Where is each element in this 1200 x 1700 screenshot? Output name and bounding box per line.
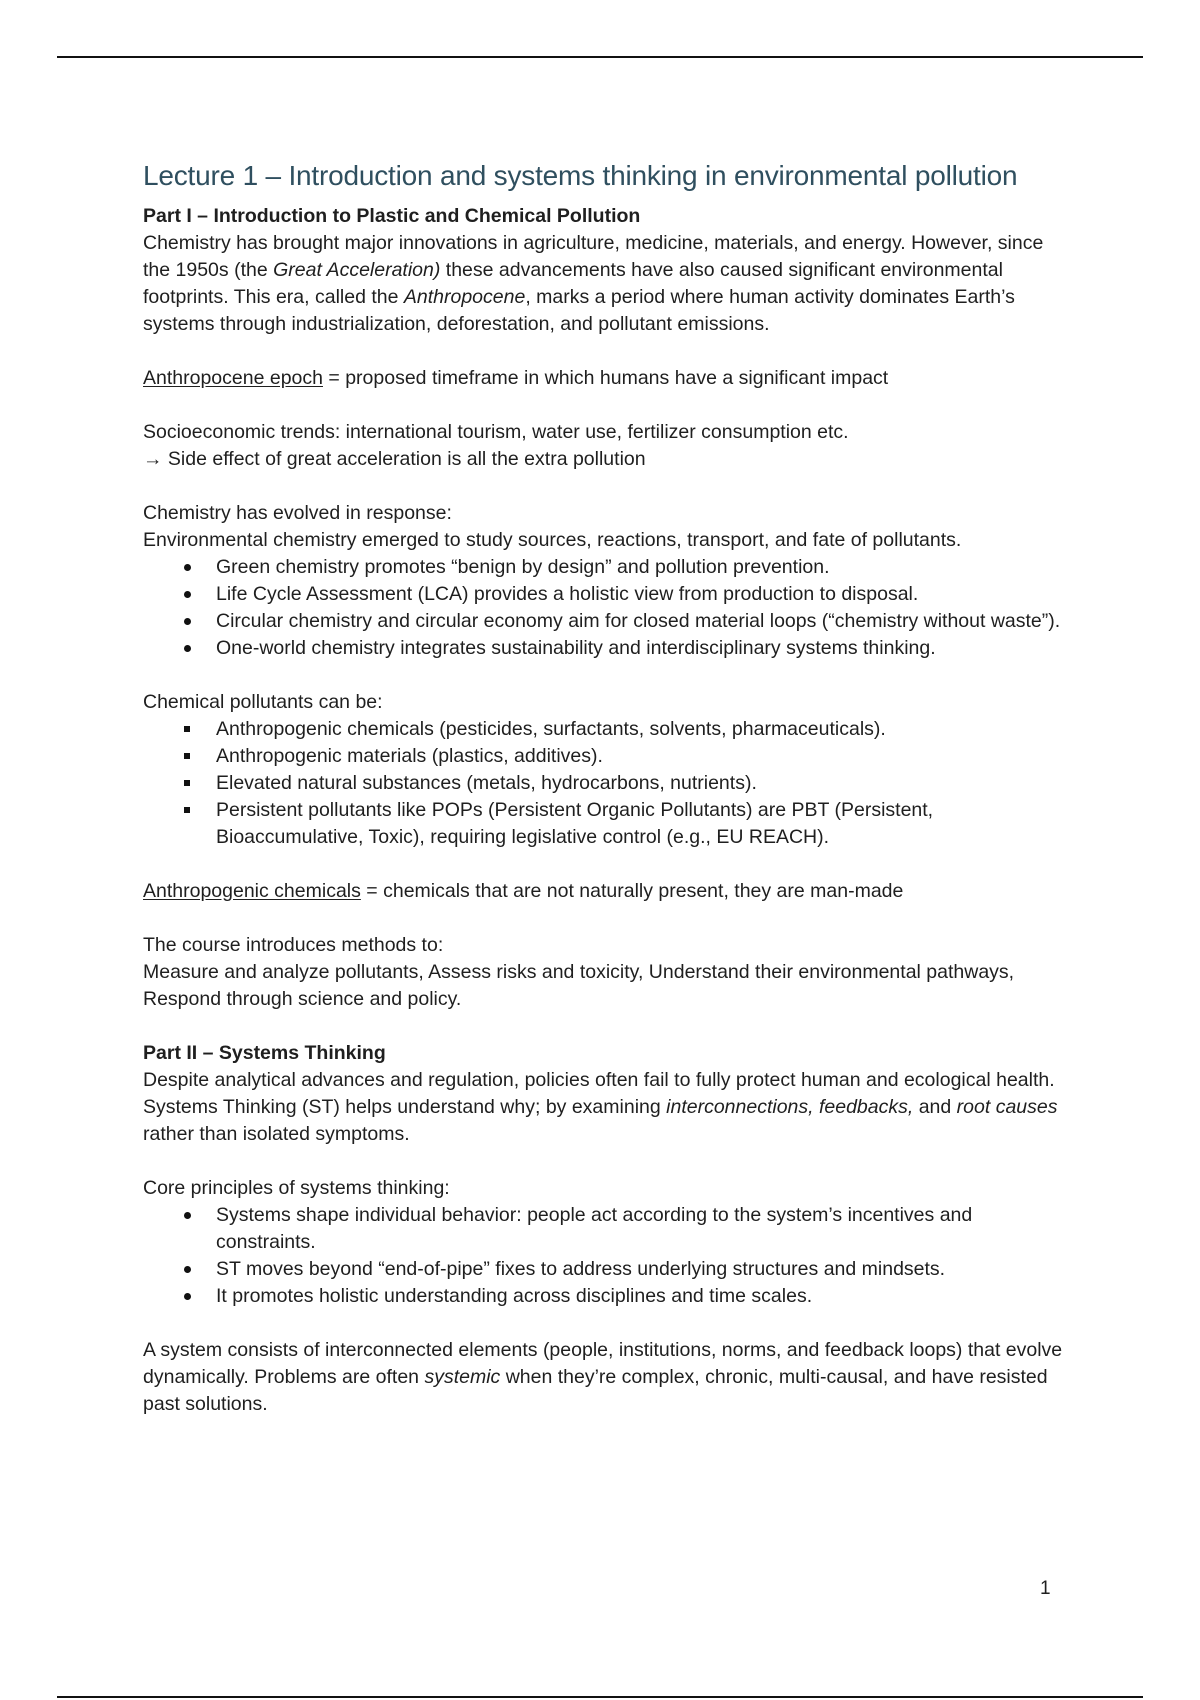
list-item: ST moves beyond “end-of-pipe” fixes to address underlying structures and mindsets. <box>216 1256 1063 1283</box>
list-item: Anthropogenic materials (plastics, additives). <box>216 743 1063 770</box>
list-item: Elevated natural substances (metals, hydrocarbons, nutrients). <box>216 770 1063 797</box>
socioeconomic-arrow-line: → Side effect of great acceleration is all the extra pollution <box>143 448 646 470</box>
list-item: Systems shape individual behavior: people act according to the system’s incentives and constraints. <box>216 1202 1063 1256</box>
part1-heading: Part I – Introduction to Plastic and Chemical Pollution <box>143 205 641 227</box>
page-title: Lecture 1 – Introduction and systems thinking in environmental pollution <box>143 160 1018 191</box>
list-item: One-world chemistry integrates sustainability and interdisciplinary systems thinking. <box>216 635 1063 662</box>
system-definition-paragraph: A system consists of interconnected elements (people, institutions, norms, and feedback loops) that evolve dynamically. Problems are often systemic when they’re complex, chronic, multi-causal, and have resisted past solutions. <box>143 1339 1063 1415</box>
list-item: It promotes holistic understanding across disciplines and time scales. <box>216 1283 1063 1310</box>
course-line: Measure and analyze pollutants, Assess risks and toxicity, Understand their environmental pathways, Respond through science and policy. <box>143 961 1015 1010</box>
course-intro: The course introduces methods to: <box>143 934 444 956</box>
list-item: Anthropogenic chemicals (pesticides, surfactants, solvents, pharmaceuticals). <box>216 716 1063 743</box>
list-item: Green chemistry promotes “benign by design” and pollution prevention. <box>216 554 1063 581</box>
part2-intro-paragraph: Despite analytical advances and regulation, policies often fail to fully protect human and ecological health. Systems Thinking (ST) helps understand why; by examining interconnections, feedbacks, and root causes rather than isolated symptoms. <box>143 1069 1058 1145</box>
list-item: Circular chemistry and circular economy aim for closed material loops (“chemistry without waste”). <box>216 608 1063 635</box>
evolved-intro: Chemistry has evolved in response: <box>143 502 452 524</box>
pollutants-intro: Chemical pollutants can be: <box>143 691 383 713</box>
part2-heading: Part II – Systems Thinking <box>143 1042 386 1064</box>
socioeconomic-line: Socioeconomic trends: international tourism, water use, fertilizer consumption etc. <box>143 421 849 443</box>
anthropocene-definition: Anthropocene epoch = proposed timeframe in which humans have a significant impact <box>143 367 889 389</box>
part1-intro-paragraph: Chemistry has brought major innovations in agriculture, medicine, materials, and energy. However, since the 1950s (the Great Acceleration) these advancements have also caused significant environmental footprints. This era, called the Anthropocene, marks a period where human activity dominates Earth’s systems through industrialization, deforestation, and pollutant emissions. <box>143 232 1044 335</box>
anthropocene-term: Anthropocene epoch <box>143 367 323 389</box>
principles-list <box>143 1202 1063 1310</box>
anthropogenic-definition: Anthropogenic chemicals = chemicals that are not naturally present, they are man-made <box>143 880 904 902</box>
list-item: Persistent pollutants like POPs (Persistent Organic Pollutants) are PBT (Persistent, Bioaccumulative, Toxic), requiring legislative control (e.g., EU REACH). <box>216 797 1063 851</box>
footer-rule <box>57 1696 1143 1698</box>
anthropogenic-term: Anthropogenic chemicals <box>143 880 361 902</box>
evolved-line: Environmental chemistry emerged to study sources, reactions, transport, and fate of pollutants. <box>143 529 962 551</box>
document-page <box>143 157 1063 1418</box>
evolved-list <box>143 554 1063 662</box>
pollutants-list <box>143 716 1063 851</box>
list-item: Life Cycle Assessment (LCA) provides a holistic view from production to disposal. <box>216 581 1063 608</box>
header-rule <box>57 56 1143 58</box>
page-number: 1 <box>1040 1578 1051 1599</box>
principles-intro: Core principles of systems thinking: <box>143 1177 450 1199</box>
